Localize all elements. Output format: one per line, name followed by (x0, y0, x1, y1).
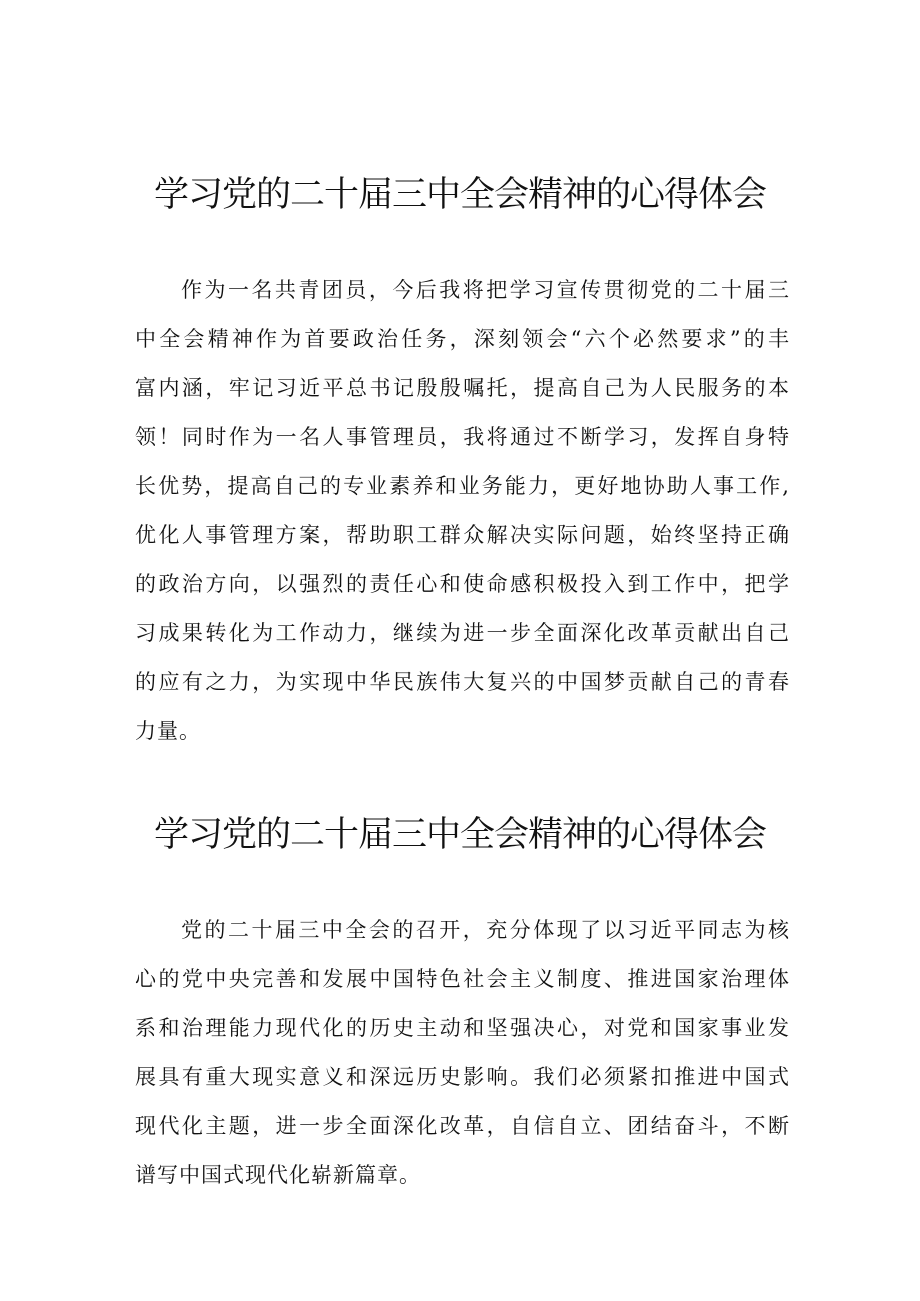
paragraph-line: 心的党中央完善和发展中国特色社会主义制度、推进国家治理体 (135, 967, 790, 991)
paragraph-line: 中全会精神作为首要政治任务，深刻领会“六个必然要求”的丰 (135, 327, 790, 351)
paragraph-line: 领！同时作为一名人事管理员，我将通过不断学习，发挥自身特 (135, 425, 790, 449)
paragraph-line: 习成果转化为工作动力，继续为进一步全面深化改革贡献出自己 (135, 621, 790, 645)
paragraph-line: 谱写中国式现代化崭新篇章。 (135, 1163, 421, 1187)
paragraph-line: 优化人事管理方案，帮助职工群众解决实际问题，始终坚持正确 (135, 523, 790, 547)
section-1-title: 学习党的二十届三中全会精神的心得体会 (153, 175, 766, 215)
paragraph-line: 党的二十届三中全会的召开，充分体现了以习近平同志为核 (181, 918, 790, 942)
paragraph-line: 的政治方向，以强烈的责任心和使命感积极投入到工作中，把学 (135, 572, 790, 596)
section-2-title: 学习党的二十届三中全会精神的心得体会 (153, 815, 766, 855)
paragraph-line: 展具有重大现实意义和深远历史影响。我们必须紧扣推进中国式 (135, 1065, 790, 1089)
section-2-paragraph (135, 906, 790, 1200)
paragraph-line: 系和治理能力现代化的历史主动和坚强决心，对党和国家事业发 (135, 1016, 790, 1040)
paragraph-line: 的应有之力，为实现中华民族伟大复兴的中国梦贡献自己的青春 (135, 670, 790, 694)
paragraph-line: 现代化主题，进一步全面深化改革，自信自立、团结奋斗，不断 (135, 1114, 790, 1138)
paragraph-line: 长优势，提高自己的专业素养和业务能力，更好地协助人事工作, (135, 474, 790, 498)
section-1-paragraph (135, 266, 790, 756)
paragraph-line: 作为一名共青团员，今后我将把学习宣传贯彻党的二十届三 (181, 278, 790, 302)
paragraph-line: 力量。 (135, 719, 201, 743)
paragraph-line: 富内涵，牢记习近平总书记殷殷嘱托，提高自己为人民服务的本 (135, 376, 790, 400)
